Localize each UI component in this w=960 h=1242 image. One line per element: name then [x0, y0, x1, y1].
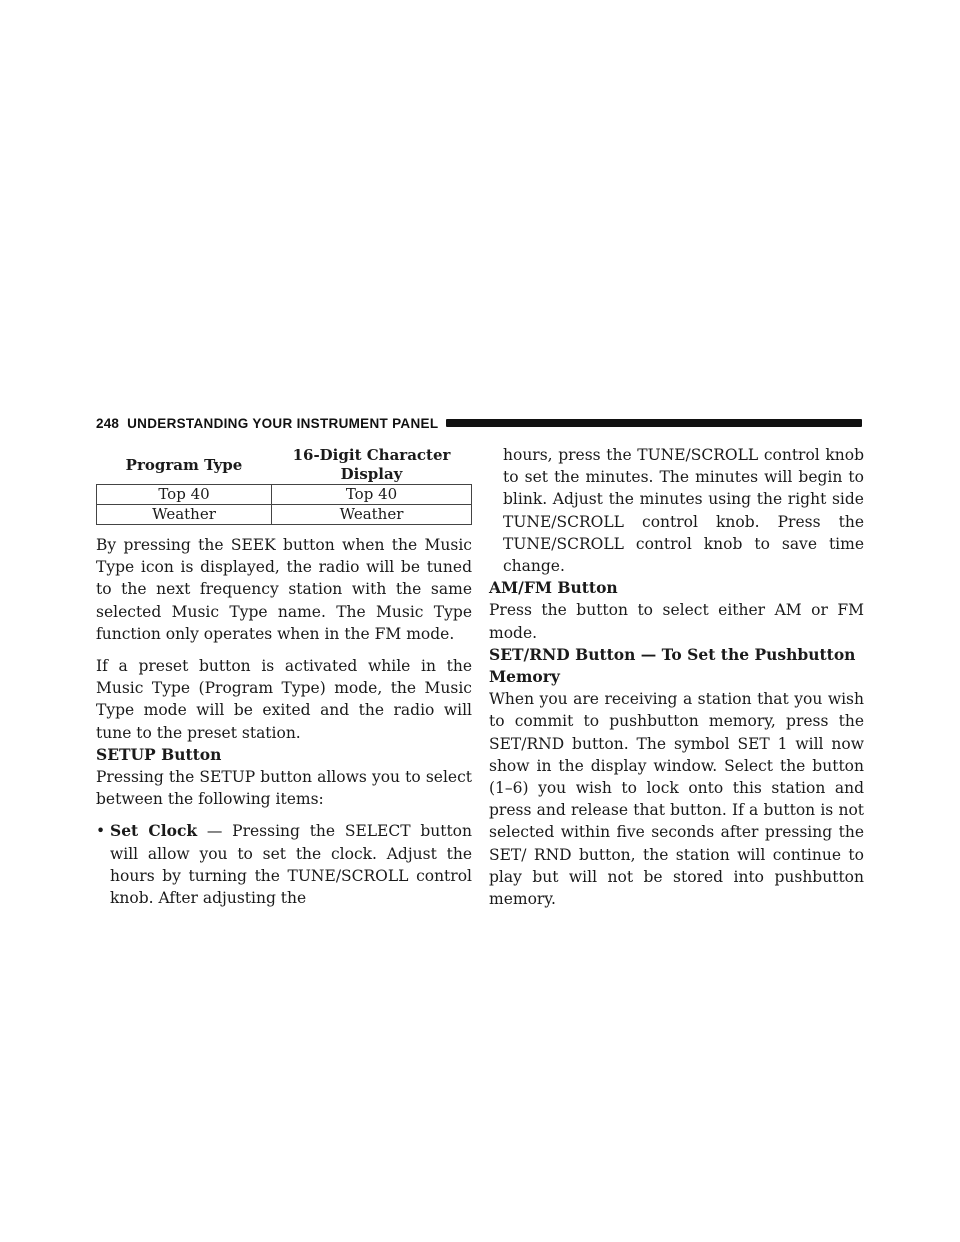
setrnd-paragraph: When you are receiving a station that you wish to commit to pushbutton memory, press the SET/RND button. The symbol SET 1 will now show in the display window. Select the button (1–6) you wish to lock onto this station and press and release that button. If a button is not selected within five seconds after pressing the SET/ RND button, the station will continue to play but will not be stored into pushbutton memory.: [489, 690, 864, 909]
seek-paragraph: By pressing the SEEK button when the Music Type icon is displayed, the radio will be tuned to the next frequency station with the same selected Music Type name. The Music Type function only operates when in the FM mode.: [96, 536, 472, 643]
set-clock-description: — Pressing the SELECT button will allow you to set the clock. Adjust the hours by turning the TUNE/SCROLL control knob. After adjusting the: [110, 822, 472, 908]
bullet-icon: •: [96, 822, 106, 841]
left-column: [96, 446, 472, 909]
set-clock-text: [110, 820, 472, 909]
table-row: [97, 485, 472, 505]
setrnd-heading: SET/RND Button — To Set the Pushbutton Memory: [489, 644, 856, 687]
set-clock-continuation: hours, press the TUNE/SCROLL control knob to set the minutes. The minutes will begin to blink. Adjust the minutes using the right side TUNE/SCROLL control knob. Press the TUNE/SCROLL control knob to save time change.: [503, 446, 864, 576]
header-rule: [446, 419, 862, 427]
table-header-row: [97, 446, 472, 485]
list-item-set-clock: [96, 820, 472, 909]
setup-heading: SETUP Button: [96, 744, 222, 764]
right-column: [489, 444, 864, 910]
section-title: UNDERSTANDING YOUR INSTRUMENT PANEL: [127, 415, 439, 431]
table-cell: Top 40: [97, 485, 272, 505]
table-cell: Top 40: [272, 485, 472, 505]
preset-paragraph: If a preset button is activated while in the Music Type (Program Type) mode, the Music Type mode will be exited and the radio will tune to the preset station.: [96, 657, 472, 742]
page-header: [96, 414, 862, 432]
table-header-program-type: Program Type: [125, 455, 243, 474]
amfm-paragraph: Press the button to select either AM or FM mode.: [489, 601, 864, 642]
set-clock-label: Set Clock: [110, 821, 198, 841]
table-row: [97, 505, 472, 525]
page-number: 248: [96, 415, 120, 431]
table-cell: Weather: [97, 505, 272, 525]
table-header-character-display: 16-Digit Character Display: [292, 446, 451, 483]
program-type-table: [96, 446, 472, 525]
table-cell: Weather: [272, 505, 472, 525]
setup-paragraph: Pressing the SETUP button allows you to select between the following items:: [96, 768, 472, 809]
amfm-heading: AM/FM Button: [489, 578, 618, 598]
